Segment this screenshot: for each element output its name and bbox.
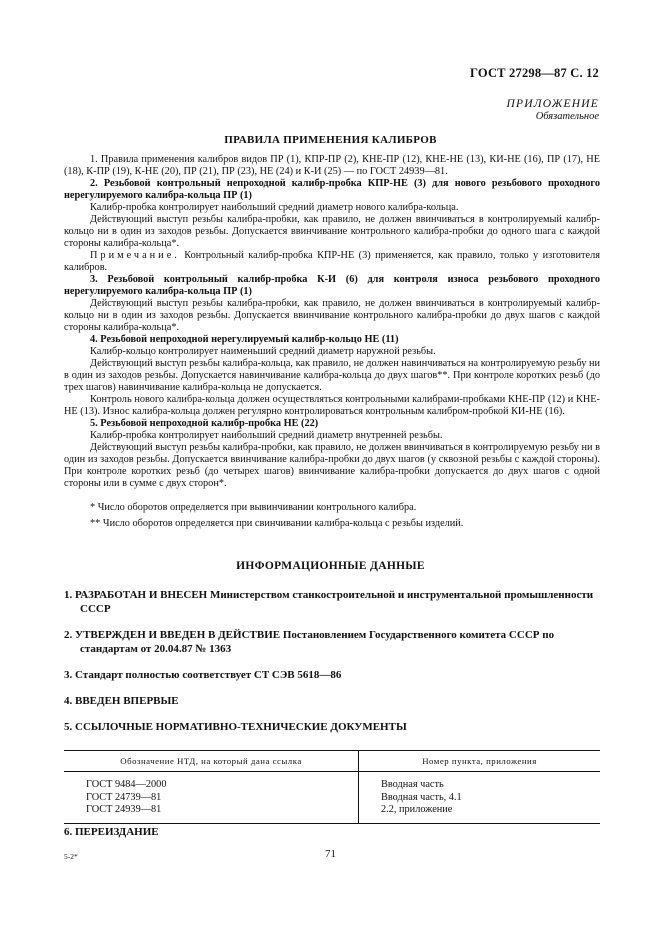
page-number: 71: [325, 848, 336, 860]
rule-heading-3: 3. Резьбовой контрольный калибр-пробка К-И (6) для контроля износа резьбового проходного нерегулируемого калибра-кольца ПР (1): [64, 274, 600, 297]
appendix-type: Обязательное: [535, 111, 599, 122]
table-cell-ref: 2.2, приложение: [359, 804, 601, 823]
info-item-5: [64, 720, 600, 734]
rule-paragraph-1: 1. Правила применения калибров видов ПР (1), КПР-ПР (2), КНЕ-ПР (12), КНЕ-НЕ (13), КИ-НЕ (16), ПР (17), НЕ (18), К-ПР (19), К-НЕ (20), ПР (21), ПР (23), НЕ (24) и К-И (25) — по ГОСТ 24939—81.: [64, 154, 600, 177]
info-item-2-text: 2. УТВЕРЖДЕН И ВВЕДЕН В ДЕЙСТВИЕ Постановлением Государственного комитета СССР по стандартам от 20.04.87 № 1363: [64, 629, 555, 655]
info-item-2: [64, 628, 600, 656]
rule-paragraph-2a: Калибр-пробка контролирует наибольший средний диаметр нового калибра-кольца.: [90, 202, 459, 213]
rule-note: [64, 250, 600, 274]
reference-documents-table: [64, 750, 600, 824]
rule-paragraph-4b: Действующий выступ резьбы калибра-кольца, как правило, не должен навинчиваться на контролируемую резьбу ни в один из заходов резьбы. Допускается навинчивание калибра-кольца до двух шагов**. При контроле коротких резьб (до трех шагов) навинчивание калибра-кольца не допускается.: [64, 358, 600, 393]
appendix-label: ПРИЛОЖЕНИЕ: [506, 98, 599, 110]
note-text: Контрольный калибр-пробка КПР-НЕ (3) применяется, как правило, только у изготовителя калибров.: [64, 250, 600, 273]
rule-heading-2: 2. Резьбовой контрольный непроходной калибр-пробка КПР-НЕ (3) для нового резьбового проходного нерегулируемого калибра-кольца ПР (1): [64, 178, 600, 201]
table-header-row: [64, 751, 600, 772]
info-item-3-text: 3. Стандарт полностью соответствует СТ СЭВ 5618—86: [64, 669, 342, 681]
rule-heading-4: 4. Резьбовой непроходной нерегулируемый калибр-кольцо НЕ (11): [90, 334, 399, 345]
table-header-doc: Обозначение НТД, на который дана ссылка: [64, 751, 359, 772]
info-item-4: [64, 694, 600, 708]
rule-paragraph-5b: Действующий выступ резьбы калибра-пробки, как правило, не должен ввинчиваться в контролируемую резьбу ни в один из заходов резьбы. Допускается ввинчивание калибра-пробки до двух шагов (у сквозной резьбы с каждой стороны). При контроле коротких резьб (до четырех шагов) ввинчивание калибра-пробки допускается до двух шагов с одной стороны или в сумме с двух сторон*.: [64, 442, 600, 489]
info-item-1: [64, 588, 600, 616]
info-title: ИНФОРМАЦИОННЫЕ ДАННЫЕ: [236, 560, 425, 572]
rules-body: [64, 154, 600, 490]
rule-paragraph-3a: Действующий выступ резьбы калибра-пробки, как правило, не должен ввинчиваться в контролируемый калибр-кольцо ни в один из заходов резьбы. Допускается ввинчивание контрольного калибра-пробки до двух шагов с каждой стороны калибра-кольца*.: [64, 298, 600, 333]
footnote-2: ** Число оборотов определяется при свинчивании калибра-кольца с резьбы изделий.: [90, 517, 464, 529]
footnotes: [64, 500, 600, 531]
info-item-5-text: 5. ССЫЛОЧНЫЕ НОРМАТИВНО-ТЕХНИЧЕСКИЕ ДОКУМЕНТЫ: [64, 721, 407, 733]
rule-heading-5: 5. Резьбовой непроходной калибр-пробка НЕ (22): [90, 418, 319, 429]
footnote-1: * Число оборотов определяется при вывинчивании контрольного калибра.: [90, 502, 417, 513]
note-word: Примечание.: [90, 250, 180, 261]
info-item-3: [64, 668, 600, 682]
table-cell-ref: Вводная часть, 4.1: [381, 791, 462, 803]
table-cell-doc: ГОСТ 24939—81: [64, 804, 359, 823]
table-row: [64, 804, 600, 823]
table-cell-doc: ГОСТ 24739—81: [64, 792, 359, 805]
table-cell-ref: Вводная часть: [381, 779, 444, 790]
rules-title: ПРАВИЛА ПРИМЕНЕНИЯ КАЛИБРОВ: [224, 134, 437, 146]
rule-paragraph-4a: Калибр-кольцо контролирует наименьший средний диаметр наружной резьбы.: [90, 346, 436, 357]
print-code: 5-2*: [64, 852, 78, 861]
table-cell-doc: ГОСТ 9484—2000: [64, 772, 359, 792]
rule-paragraph-2b: Действующий выступ резьбы калибра-пробки, как правило, не должен ввинчиваться в контролируемый калибр-кольцо ни в один из заходов резьбы. Допускается ввинчивание контрольного калибра-пробки до одного шага с каждой стороны калибра-кольца*.: [64, 214, 600, 249]
info-item-6: 6. ПЕРЕИЗДАНИЕ: [64, 826, 159, 838]
info-item-4-text: 4. ВВЕДЕН ВПЕРВЫЕ: [64, 695, 179, 707]
standard-page-header: ГОСТ 27298—87 С. 12: [470, 66, 599, 80]
table-row: [64, 792, 600, 805]
info-item-1-text: 1. РАЗРАБОТАН И ВНЕСЕН Министерством станкостроительной и инструментальной промышленности СССР: [64, 589, 594, 615]
rule-paragraph-5a: Калибр-пробка контролирует наибольший средний диаметр внутренней резьбы.: [90, 430, 443, 441]
rule-paragraph-4c: Контроль нового калибра-кольца должен осуществляться контрольными калибрами-пробками КНЕ-ПР (12) и КНЕ-НЕ (13). Износ калибра-кольца должен регулярно контролироваться контрольным калибром-пробкой КИ-НЕ (16).: [64, 394, 600, 417]
table-header-ref: Номер пункта, приложения: [359, 751, 601, 772]
table-row: [64, 772, 600, 792]
